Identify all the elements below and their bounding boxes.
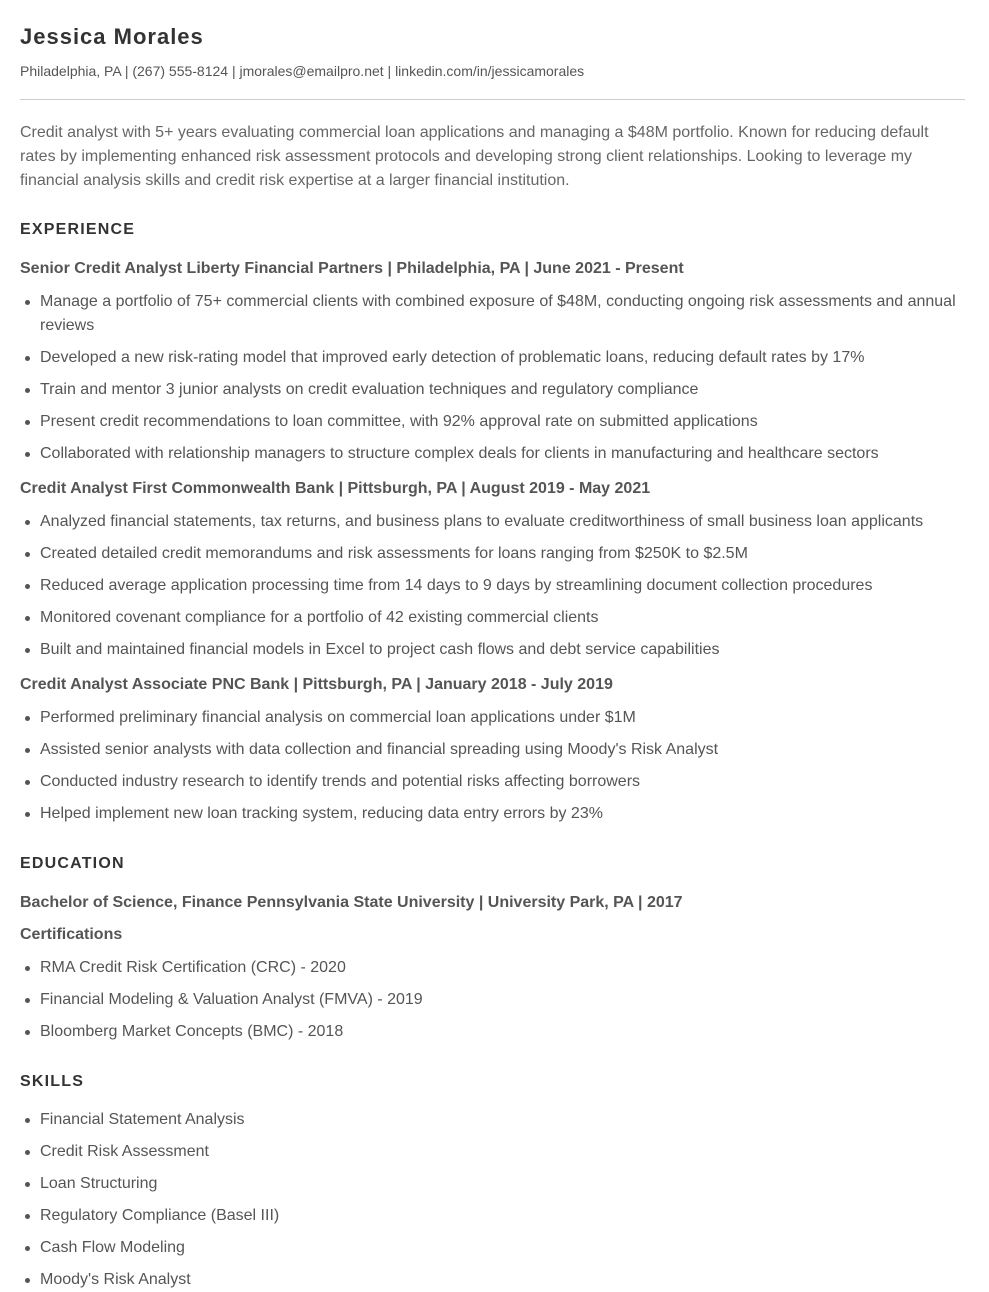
job-bullet: Train and mentor 3 junior analysts on credit evaluation techniques and regulatory compliance [40, 378, 965, 402]
job-bullet: Conducted industry research to identify trends and potential risks affecting borrowers [40, 770, 965, 794]
certification-item: RMA Credit Risk Certification (CRC) - 2020 [40, 956, 965, 980]
candidate-name: Jessica Morales [20, 24, 204, 49]
job-bullet: Assisted senior analysts with data collection and financial spreading using Moody's Risk Analyst [40, 738, 965, 762]
job-title: Credit Analyst Associate PNC Bank | Pittsburgh, PA | January 2018 - July 2019 [20, 676, 613, 693]
contact-line: Philadelphia, PA | (267) 555-8124 | jmorales@emailpro.net | linkedin.com/in/jessicamorales [20, 63, 585, 79]
experience-heading: EXPERIENCE [20, 221, 136, 238]
job-bullet: Present credit recommendations to loan committee, with 92% approval rate on submitted applications [40, 410, 965, 434]
professional-summary: Credit analyst with 5+ years evaluating commercial loan applications and managing a $48M portfolio. Known for reducing default rates by implementing enhanced risk assessment protocols and developing strong client relationships. Looking to leverage my financial analysis skills and credit risk expertise at a larger financial institution. [20, 124, 929, 189]
skills-heading: SKILLS [20, 1073, 85, 1090]
skill-item: Credit Risk Assessment [40, 1140, 965, 1164]
job-title: Senior Credit Analyst Liberty Financial Partners | Philadelphia, PA | June 2021 - Present [20, 260, 684, 277]
job-bullet: Developed a new risk-rating model that improved early detection of problematic loans, reducing default rates by 17% [40, 346, 965, 370]
certification-item: Financial Modeling & Valuation Analyst (FMVA) - 2019 [40, 988, 965, 1012]
certifications-heading: Certifications [20, 926, 123, 943]
skill-item: Loan Structuring [40, 1172, 965, 1196]
job-bullet: Created detailed credit memorandums and risk assessments for loans ranging from $250K to $2.5M [40, 542, 965, 566]
job-bullet: Collaborated with relationship managers to structure complex deals for clients in manufacturing and healthcare sectors [40, 442, 965, 466]
header-divider [20, 99, 965, 100]
job-bullet: Reduced average application processing time from 14 days to 9 days by streamlining document collection procedures [40, 574, 965, 598]
job-bullet: Helped implement new loan tracking system, reducing data entry errors by 23% [40, 802, 965, 826]
job-bullet: Manage a portfolio of 75+ commercial clients with combined exposure of $48M, conducting ongoing risk assessments and annual reviews [40, 290, 965, 338]
job-bullet: Built and maintained financial models in Excel to project cash flows and debt service capabilities [40, 638, 965, 662]
job-bullet: Performed preliminary financial analysis on commercial loan applications under $1M [40, 706, 965, 730]
job-title: Credit Analyst First Commonwealth Bank | Pittsburgh, PA | August 2019 - May 2021 [20, 480, 651, 497]
skill-item: Regulatory Compliance (Basel III) [40, 1204, 965, 1228]
job-bullet: Analyzed financial statements, tax returns, and business plans to evaluate creditworthiness of small business loan applicants [40, 510, 965, 534]
certification-item: Bloomberg Market Concepts (BMC) - 2018 [40, 1020, 965, 1044]
job-bullet: Monitored covenant compliance for a portfolio of 42 existing commercial clients [40, 606, 965, 630]
skill-item: Cash Flow Modeling [40, 1236, 965, 1260]
skill-item: Financial Statement Analysis [40, 1108, 965, 1132]
degree-line: Bachelor of Science, Finance Pennsylvania State University | University Park, PA | 2017 [20, 894, 683, 911]
skill-item: Moody's Risk Analyst [40, 1268, 965, 1292]
education-heading: EDUCATION [20, 855, 125, 872]
